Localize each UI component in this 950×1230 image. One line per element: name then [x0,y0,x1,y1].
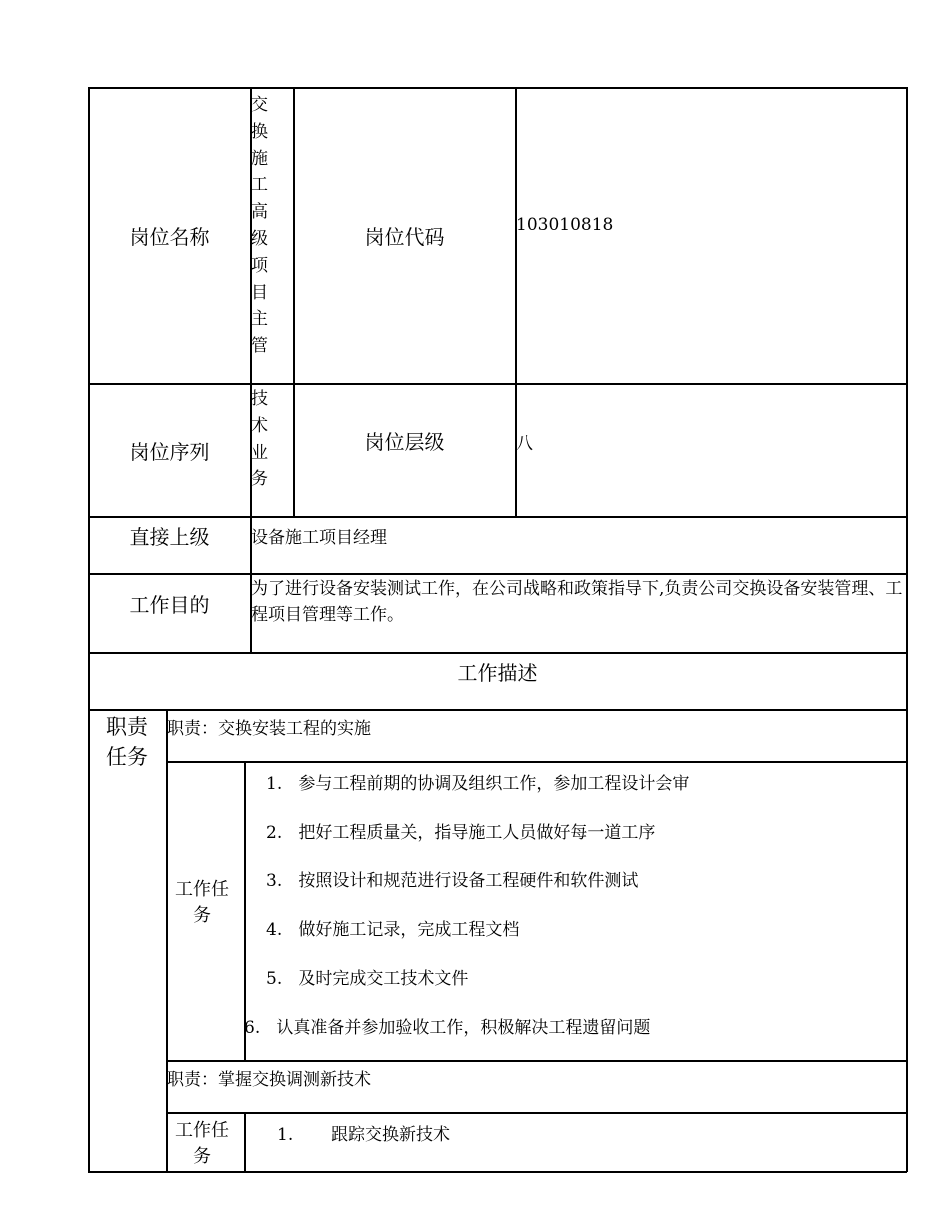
position-code-label: 岗位代码 [364,225,445,249]
grid-line [244,1112,246,1172]
task-item: 5. 及时完成交工技术文件 [266,969,469,989]
grid-line [166,761,907,763]
duty-title: 职责：交换安装工程的实施 [167,719,371,739]
task-item: 1. 参与工程前期的协调及组织工作，参加工程设计会审 [266,774,690,794]
position-code-value: 103010818 [516,215,614,235]
task-item: 3. 按照设计和规范进行设备工程硬件和软件测试 [266,871,639,891]
task-item: 2. 把好工程质量关，指导施工人员做好每一道工序 [266,823,656,843]
position-level-label: 岗位层级 [364,429,445,454]
duty-title: 职责：掌握交换调测新技术 [167,1070,371,1090]
position-level-value: 八 [516,434,533,454]
task-item: 6. 认真准备并参加验收工作，积极解决工程遗留问题 [244,1018,651,1038]
grid-line [88,709,907,711]
work-purpose-value: 为了进行设备安装测试工作，在公司战略和政策指导下,负责公司交换设备安装管理、工程项目管理等工作。 [251,579,903,625]
task-label: 工作任务 [175,879,229,926]
task-item: 1. 跟踪交换新技术 [277,1125,451,1145]
position-name-value: 交换施工高级项目主管 [251,95,268,357]
position-name-label: 岗位名称 [129,225,210,249]
grid-line [906,87,908,1172]
work-purpose-label: 工作目的 [129,592,210,617]
direct-superior-label: 直接上级 [129,524,210,549]
position-sequence-label: 岗位序列 [129,439,210,464]
duty-side-label: 职责任务 [106,715,148,769]
direct-superior-value: 设备施工项目经理 [251,528,387,548]
grid-line [88,1171,907,1173]
task-item: 4. 做好施工记录，完成工程文档 [266,920,520,940]
grid-line [166,1112,907,1114]
task-label: 工作任务 [175,1120,229,1167]
grid-line [166,1060,907,1062]
section-title: 工作描述 [457,660,538,685]
grid-line [166,709,168,1172]
position-sequence-value: 技术业务 [251,389,268,490]
